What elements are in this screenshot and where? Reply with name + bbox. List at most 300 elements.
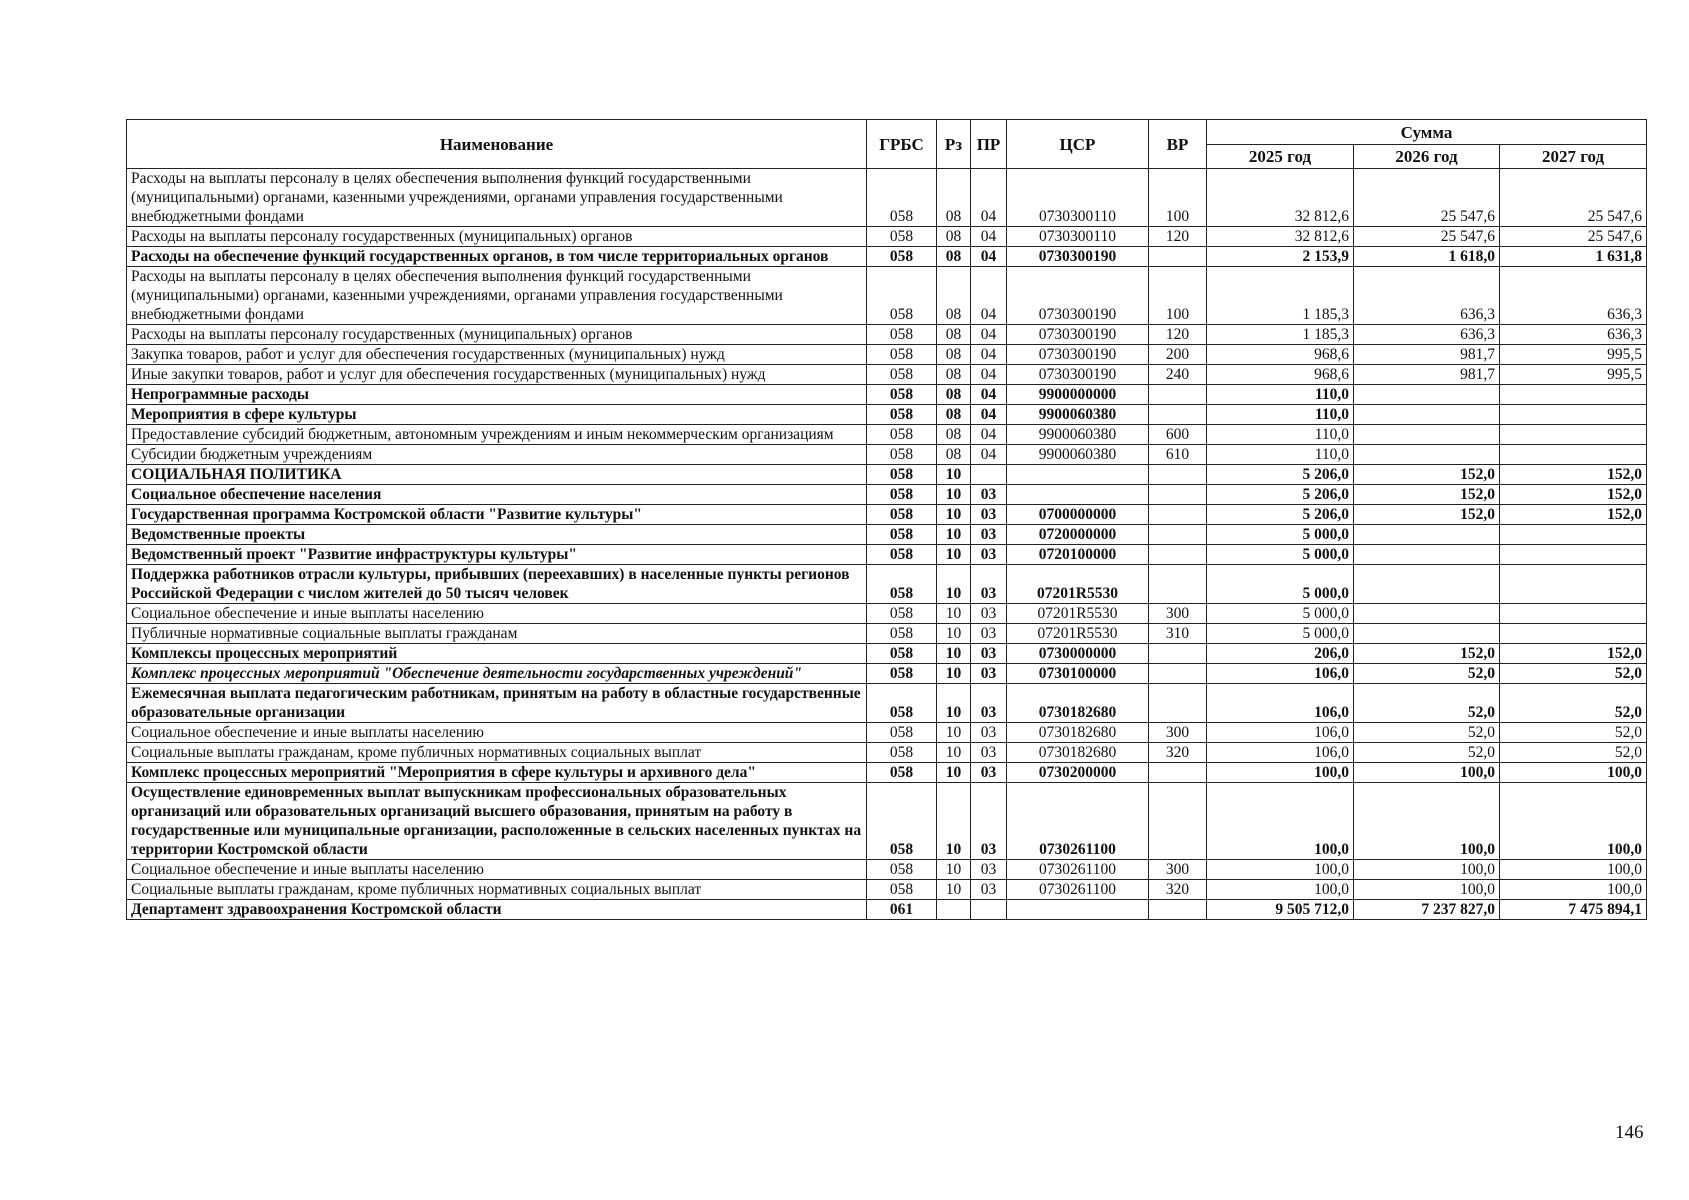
cell-grbs: 058 bbox=[867, 325, 937, 345]
cell-csr bbox=[1007, 465, 1149, 485]
cell-pr: 03 bbox=[971, 604, 1007, 624]
cell-name: Комплексы процессных мероприятий bbox=[127, 644, 867, 664]
header-vr: ВР bbox=[1149, 120, 1207, 169]
cell-sum-2026: 636,3 bbox=[1354, 267, 1500, 325]
header-csr: ЦСР bbox=[1007, 120, 1149, 169]
cell-pr: 04 bbox=[971, 169, 1007, 227]
cell-grbs: 058 bbox=[867, 445, 937, 465]
cell-sum-2025: 32 812,6 bbox=[1207, 169, 1354, 227]
cell-grbs: 058 bbox=[867, 267, 937, 325]
cell-grbs: 058 bbox=[867, 684, 937, 723]
table-row bbox=[127, 465, 1647, 485]
cell-rz: 10 bbox=[937, 624, 971, 644]
cell-grbs: 058 bbox=[867, 565, 937, 604]
cell-name: Расходы на выплаты персоналу в целях обеспечения выполнения функций государственными (муниципальными) органами, казенными учреждениями, органами управления государственными внебюджетными фондами bbox=[127, 267, 867, 325]
cell-pr bbox=[971, 900, 1007, 920]
cell-vr: 300 bbox=[1149, 860, 1207, 880]
cell-name: Расходы на выплаты персоналу государственных (муниципальных) органов bbox=[127, 325, 867, 345]
cell-grbs: 058 bbox=[867, 405, 937, 425]
header-2027: 2027 год bbox=[1500, 145, 1647, 169]
cell-sum-2026: 25 547,6 bbox=[1354, 227, 1500, 247]
header-sum: Сумма bbox=[1207, 120, 1647, 145]
cell-csr: 0730100000 bbox=[1007, 664, 1149, 684]
cell-csr: 9900060380 bbox=[1007, 425, 1149, 445]
cell-name: Мероприятия в сфере культуры bbox=[127, 405, 867, 425]
table-row bbox=[127, 723, 1647, 743]
cell-sum-2026 bbox=[1354, 604, 1500, 624]
cell-csr: 0730300190 bbox=[1007, 247, 1149, 267]
cell-name: Государственная программа Костромской области "Развитие культуры" bbox=[127, 505, 867, 525]
table-row bbox=[127, 425, 1647, 445]
cell-rz: 08 bbox=[937, 169, 971, 227]
cell-sum-2026 bbox=[1354, 425, 1500, 445]
cell-sum-2027: 25 547,6 bbox=[1500, 227, 1647, 247]
cell-pr: 04 bbox=[971, 425, 1007, 445]
cell-sum-2026: 100,0 bbox=[1354, 880, 1500, 900]
budget-table bbox=[126, 119, 1647, 920]
cell-csr: 0730300190 bbox=[1007, 267, 1149, 325]
cell-vr: 100 bbox=[1149, 267, 1207, 325]
cell-rz: 10 bbox=[937, 604, 971, 624]
cell-name: Ведомственный проект "Развитие инфраструктуры культуры" bbox=[127, 545, 867, 565]
cell-grbs: 058 bbox=[867, 624, 937, 644]
cell-rz: 10 bbox=[937, 763, 971, 783]
cell-rz: 10 bbox=[937, 485, 971, 505]
cell-sum-2027 bbox=[1500, 545, 1647, 565]
cell-rz: 10 bbox=[937, 880, 971, 900]
cell-name: Социальное обеспечение и иные выплаты населению bbox=[127, 860, 867, 880]
cell-sum-2027: 636,3 bbox=[1500, 267, 1647, 325]
cell-rz: 08 bbox=[937, 325, 971, 345]
table-row bbox=[127, 763, 1647, 783]
cell-rz: 10 bbox=[937, 545, 971, 565]
cell-sum-2025: 32 812,6 bbox=[1207, 227, 1354, 247]
cell-sum-2025: 206,0 bbox=[1207, 644, 1354, 664]
cell-rz: 10 bbox=[937, 723, 971, 743]
table-row bbox=[127, 405, 1647, 425]
cell-sum-2026 bbox=[1354, 385, 1500, 405]
cell-pr: 03 bbox=[971, 485, 1007, 505]
cell-sum-2025: 110,0 bbox=[1207, 405, 1354, 425]
cell-sum-2027 bbox=[1500, 565, 1647, 604]
cell-vr bbox=[1149, 545, 1207, 565]
cell-csr: 0730261100 bbox=[1007, 860, 1149, 880]
cell-sum-2027 bbox=[1500, 385, 1647, 405]
cell-sum-2027: 636,3 bbox=[1500, 325, 1647, 345]
cell-sum-2025: 5 000,0 bbox=[1207, 604, 1354, 624]
table-row bbox=[127, 325, 1647, 345]
cell-rz: 08 bbox=[937, 405, 971, 425]
cell-sum-2026 bbox=[1354, 545, 1500, 565]
cell-csr: 0730000000 bbox=[1007, 644, 1149, 664]
cell-csr: 0730261100 bbox=[1007, 783, 1149, 860]
table-row bbox=[127, 227, 1647, 247]
cell-sum-2026: 1 618,0 bbox=[1354, 247, 1500, 267]
table-row bbox=[127, 624, 1647, 644]
cell-sum-2027: 152,0 bbox=[1500, 644, 1647, 664]
cell-pr: 03 bbox=[971, 565, 1007, 604]
cell-sum-2026: 100,0 bbox=[1354, 783, 1500, 860]
cell-csr: 9900000000 bbox=[1007, 385, 1149, 405]
cell-sum-2027: 100,0 bbox=[1500, 783, 1647, 860]
cell-vr: 120 bbox=[1149, 325, 1207, 345]
cell-sum-2026 bbox=[1354, 565, 1500, 604]
cell-sum-2026: 100,0 bbox=[1354, 763, 1500, 783]
cell-name: Непрограммные расходы bbox=[127, 385, 867, 405]
cell-sum-2025: 968,6 bbox=[1207, 345, 1354, 365]
cell-sum-2027: 995,5 bbox=[1500, 365, 1647, 385]
cell-name: Социальное обеспечение и иные выплаты населению bbox=[127, 723, 867, 743]
cell-sum-2025: 5 000,0 bbox=[1207, 565, 1354, 604]
cell-grbs: 058 bbox=[867, 465, 937, 485]
cell-csr: 0730182680 bbox=[1007, 743, 1149, 763]
cell-pr: 04 bbox=[971, 405, 1007, 425]
cell-rz: 10 bbox=[937, 743, 971, 763]
cell-pr: 03 bbox=[971, 525, 1007, 545]
cell-sum-2026: 7 237 827,0 bbox=[1354, 900, 1500, 920]
cell-sum-2025: 968,6 bbox=[1207, 365, 1354, 385]
cell-pr: 03 bbox=[971, 763, 1007, 783]
table-row bbox=[127, 365, 1647, 385]
cell-vr: 600 bbox=[1149, 425, 1207, 445]
cell-grbs: 058 bbox=[867, 763, 937, 783]
cell-vr bbox=[1149, 900, 1207, 920]
cell-csr: 0730300190 bbox=[1007, 345, 1149, 365]
cell-name: Осуществление единовременных выплат выпускникам профессиональных образовательных организаций или образовательных организаций высшего образования, принятым на работу в государственные или муниципальные организации, расположенные в сельских населенных пунктах на территории Костромской области bbox=[127, 783, 867, 860]
cell-rz: 10 bbox=[937, 565, 971, 604]
cell-sum-2027 bbox=[1500, 624, 1647, 644]
table-row bbox=[127, 664, 1647, 684]
cell-name: Комплекс процессных мероприятий "Мероприятия в сфере культуры и архивного дела" bbox=[127, 763, 867, 783]
cell-name: Расходы на обеспечение функций государственных органов, в том числе территориальных органов bbox=[127, 247, 867, 267]
cell-sum-2025: 1 185,3 bbox=[1207, 325, 1354, 345]
cell-csr: 0730300190 bbox=[1007, 365, 1149, 385]
cell-sum-2026: 152,0 bbox=[1354, 485, 1500, 505]
cell-name: Субсидии бюджетным учреждениям bbox=[127, 445, 867, 465]
cell-pr: 04 bbox=[971, 325, 1007, 345]
cell-csr: 0730182680 bbox=[1007, 723, 1149, 743]
cell-sum-2027 bbox=[1500, 445, 1647, 465]
table-row bbox=[127, 684, 1647, 723]
cell-sum-2025: 100,0 bbox=[1207, 783, 1354, 860]
cell-csr: 07201R5530 bbox=[1007, 624, 1149, 644]
cell-sum-2025: 106,0 bbox=[1207, 664, 1354, 684]
table-row bbox=[127, 783, 1647, 860]
cell-pr: 03 bbox=[971, 664, 1007, 684]
page-number: 146 bbox=[1615, 1122, 1644, 1143]
cell-sum-2026 bbox=[1354, 525, 1500, 545]
cell-vr bbox=[1149, 565, 1207, 604]
cell-sum-2027: 152,0 bbox=[1500, 465, 1647, 485]
table-row bbox=[127, 743, 1647, 763]
cell-sum-2025: 5 206,0 bbox=[1207, 465, 1354, 485]
table-row bbox=[127, 505, 1647, 525]
cell-rz: 08 bbox=[937, 227, 971, 247]
cell-grbs: 058 bbox=[867, 247, 937, 267]
cell-grbs: 058 bbox=[867, 385, 937, 405]
cell-name: Расходы на выплаты персоналу в целях обеспечения выполнения функций государственными (муниципальными) органами, казенными учреждениями, органами управления государственными внебюджетными фондами bbox=[127, 169, 867, 227]
cell-rz: 08 bbox=[937, 445, 971, 465]
table-row bbox=[127, 604, 1647, 624]
cell-rz: 08 bbox=[937, 365, 971, 385]
cell-sum-2027: 995,5 bbox=[1500, 345, 1647, 365]
cell-grbs: 058 bbox=[867, 723, 937, 743]
cell-vr: 320 bbox=[1149, 880, 1207, 900]
cell-name: Департамент здравоохранения Костромской области bbox=[127, 900, 867, 920]
cell-sum-2025: 5 206,0 bbox=[1207, 505, 1354, 525]
cell-vr: 100 bbox=[1149, 169, 1207, 227]
cell-pr: 03 bbox=[971, 880, 1007, 900]
cell-pr: 04 bbox=[971, 345, 1007, 365]
cell-vr bbox=[1149, 465, 1207, 485]
cell-sum-2027: 7 475 894,1 bbox=[1500, 900, 1647, 920]
cell-vr bbox=[1149, 505, 1207, 525]
table-row bbox=[127, 247, 1647, 267]
cell-sum-2026: 152,0 bbox=[1354, 505, 1500, 525]
cell-name: Ведомственные проекты bbox=[127, 525, 867, 545]
cell-grbs: 058 bbox=[867, 860, 937, 880]
cell-sum-2025: 5 206,0 bbox=[1207, 485, 1354, 505]
table-row bbox=[127, 485, 1647, 505]
cell-sum-2027: 52,0 bbox=[1500, 664, 1647, 684]
header-rz: Рз bbox=[937, 120, 971, 169]
cell-sum-2026: 52,0 bbox=[1354, 684, 1500, 723]
cell-sum-2026: 100,0 bbox=[1354, 860, 1500, 880]
cell-sum-2027: 52,0 bbox=[1500, 684, 1647, 723]
cell-sum-2026 bbox=[1354, 405, 1500, 425]
cell-pr: 03 bbox=[971, 644, 1007, 664]
cell-sum-2026: 52,0 bbox=[1354, 723, 1500, 743]
cell-csr: 0730200000 bbox=[1007, 763, 1149, 783]
header-pr: ПР bbox=[971, 120, 1007, 169]
cell-name: Иные закупки товаров, работ и услуг для обеспечения государственных (муниципальных) нужд bbox=[127, 365, 867, 385]
cell-rz: 08 bbox=[937, 247, 971, 267]
cell-grbs: 058 bbox=[867, 743, 937, 763]
cell-rz: 10 bbox=[937, 505, 971, 525]
cell-grbs: 058 bbox=[867, 880, 937, 900]
cell-sum-2026: 981,7 bbox=[1354, 345, 1500, 365]
cell-name: Закупка товаров, работ и услуг для обеспечения государственных (муниципальных) нужд bbox=[127, 345, 867, 365]
cell-sum-2025: 5 000,0 bbox=[1207, 545, 1354, 565]
table-row bbox=[127, 445, 1647, 465]
cell-sum-2027 bbox=[1500, 525, 1647, 545]
cell-csr: 0730300110 bbox=[1007, 227, 1149, 247]
cell-pr: 03 bbox=[971, 545, 1007, 565]
cell-name: Социальное обеспечение населения bbox=[127, 485, 867, 505]
cell-grbs: 061 bbox=[867, 900, 937, 920]
cell-csr: 0720000000 bbox=[1007, 525, 1149, 545]
table-row bbox=[127, 169, 1647, 227]
cell-grbs: 058 bbox=[867, 345, 937, 365]
cell-vr bbox=[1149, 684, 1207, 723]
table-row bbox=[127, 545, 1647, 565]
cell-grbs: 058 bbox=[867, 485, 937, 505]
cell-sum-2025: 110,0 bbox=[1207, 445, 1354, 465]
cell-sum-2025: 106,0 bbox=[1207, 743, 1354, 763]
cell-sum-2025: 5 000,0 bbox=[1207, 624, 1354, 644]
cell-pr: 04 bbox=[971, 385, 1007, 405]
cell-rz: 10 bbox=[937, 783, 971, 860]
cell-rz: 10 bbox=[937, 465, 971, 485]
cell-csr: 9900060380 bbox=[1007, 445, 1149, 465]
cell-name: Предоставление субсидий бюджетным, автономным учреждениям и иным некоммерческим организациям bbox=[127, 425, 867, 445]
cell-sum-2027 bbox=[1500, 425, 1647, 445]
cell-vr bbox=[1149, 783, 1207, 860]
cell-sum-2025: 106,0 bbox=[1207, 684, 1354, 723]
cell-vr bbox=[1149, 763, 1207, 783]
cell-pr: 04 bbox=[971, 227, 1007, 247]
cell-csr: 0730261100 bbox=[1007, 880, 1149, 900]
cell-csr bbox=[1007, 485, 1149, 505]
cell-vr: 320 bbox=[1149, 743, 1207, 763]
cell-grbs: 058 bbox=[867, 365, 937, 385]
header-2025: 2025 год bbox=[1207, 145, 1354, 169]
cell-csr: 0730182680 bbox=[1007, 684, 1149, 723]
cell-pr: 03 bbox=[971, 860, 1007, 880]
table-row bbox=[127, 345, 1647, 365]
table-body bbox=[127, 169, 1647, 920]
cell-vr bbox=[1149, 644, 1207, 664]
cell-vr bbox=[1149, 485, 1207, 505]
cell-csr: 0720100000 bbox=[1007, 545, 1149, 565]
cell-vr bbox=[1149, 247, 1207, 267]
cell-grbs: 058 bbox=[867, 604, 937, 624]
cell-grbs: 058 bbox=[867, 644, 937, 664]
cell-sum-2027 bbox=[1500, 405, 1647, 425]
cell-csr: 07201R5530 bbox=[1007, 565, 1149, 604]
cell-vr: 120 bbox=[1149, 227, 1207, 247]
cell-sum-2027: 100,0 bbox=[1500, 880, 1647, 900]
cell-name: СОЦИАЛЬНАЯ ПОЛИТИКА bbox=[127, 465, 867, 485]
cell-sum-2025: 100,0 bbox=[1207, 763, 1354, 783]
cell-name: Поддержка работников отрасли культуры, прибывших (переехавших) в населенные пункты регионов Российской Федерации с числом жителей до 50 тысяч человек bbox=[127, 565, 867, 604]
cell-sum-2025: 2 153,9 bbox=[1207, 247, 1354, 267]
cell-sum-2026: 152,0 bbox=[1354, 644, 1500, 664]
cell-sum-2027: 52,0 bbox=[1500, 743, 1647, 763]
cell-rz: 10 bbox=[937, 684, 971, 723]
cell-sum-2025: 1 185,3 bbox=[1207, 267, 1354, 325]
cell-pr bbox=[971, 465, 1007, 485]
budget-sheet bbox=[126, 119, 1646, 920]
cell-pr: 04 bbox=[971, 445, 1007, 465]
cell-sum-2027: 25 547,6 bbox=[1500, 169, 1647, 227]
cell-sum-2025: 100,0 bbox=[1207, 880, 1354, 900]
cell-grbs: 058 bbox=[867, 525, 937, 545]
cell-name: Социальные выплаты гражданам, кроме публичных нормативных социальных выплат bbox=[127, 880, 867, 900]
table-row bbox=[127, 525, 1647, 545]
cell-pr: 04 bbox=[971, 267, 1007, 325]
cell-name: Социальное обеспечение и иные выплаты населению bbox=[127, 604, 867, 624]
cell-csr: 07201R5530 bbox=[1007, 604, 1149, 624]
cell-name: Социальные выплаты гражданам, кроме публичных нормативных социальных выплат bbox=[127, 743, 867, 763]
cell-grbs: 058 bbox=[867, 169, 937, 227]
cell-csr: 0730300190 bbox=[1007, 325, 1149, 345]
cell-grbs: 058 bbox=[867, 227, 937, 247]
cell-pr: 03 bbox=[971, 624, 1007, 644]
header-2026: 2026 год bbox=[1354, 145, 1500, 169]
table-row bbox=[127, 900, 1647, 920]
table-row bbox=[127, 267, 1647, 325]
cell-sum-2026: 25 547,6 bbox=[1354, 169, 1500, 227]
cell-vr: 240 bbox=[1149, 365, 1207, 385]
cell-vr bbox=[1149, 405, 1207, 425]
cell-grbs: 058 bbox=[867, 545, 937, 565]
header-grbs: ГРБС bbox=[867, 120, 937, 169]
header-name: Наименование bbox=[127, 120, 867, 169]
cell-rz: 08 bbox=[937, 345, 971, 365]
cell-csr bbox=[1007, 900, 1149, 920]
cell-sum-2027: 152,0 bbox=[1500, 505, 1647, 525]
cell-vr bbox=[1149, 525, 1207, 545]
cell-name: Комплекс процессных мероприятий "Обеспечение деятельности государственных учреждений" bbox=[127, 664, 867, 684]
cell-sum-2027: 1 631,8 bbox=[1500, 247, 1647, 267]
table-row bbox=[127, 644, 1647, 664]
cell-vr: 300 bbox=[1149, 723, 1207, 743]
cell-sum-2026: 636,3 bbox=[1354, 325, 1500, 345]
cell-vr bbox=[1149, 664, 1207, 684]
cell-rz: 10 bbox=[937, 525, 971, 545]
cell-sum-2027: 100,0 bbox=[1500, 860, 1647, 880]
cell-sum-2025: 100,0 bbox=[1207, 860, 1354, 880]
cell-vr: 300 bbox=[1149, 604, 1207, 624]
cell-sum-2027: 152,0 bbox=[1500, 485, 1647, 505]
cell-csr: 0730300110 bbox=[1007, 169, 1149, 227]
cell-sum-2025: 110,0 bbox=[1207, 425, 1354, 445]
cell-rz: 10 bbox=[937, 664, 971, 684]
cell-csr: 9900060380 bbox=[1007, 405, 1149, 425]
cell-sum-2026: 981,7 bbox=[1354, 365, 1500, 385]
cell-sum-2025: 106,0 bbox=[1207, 723, 1354, 743]
cell-rz: 08 bbox=[937, 425, 971, 445]
cell-name: Публичные нормативные социальные выплаты гражданам bbox=[127, 624, 867, 644]
cell-sum-2025: 9 505 712,0 bbox=[1207, 900, 1354, 920]
cell-rz: 10 bbox=[937, 644, 971, 664]
cell-sum-2027: 100,0 bbox=[1500, 763, 1647, 783]
cell-sum-2027: 52,0 bbox=[1500, 723, 1647, 743]
cell-sum-2026 bbox=[1354, 624, 1500, 644]
table-row bbox=[127, 565, 1647, 604]
cell-pr: 03 bbox=[971, 723, 1007, 743]
cell-pr: 03 bbox=[971, 684, 1007, 723]
cell-pr: 04 bbox=[971, 365, 1007, 385]
cell-sum-2026 bbox=[1354, 445, 1500, 465]
cell-sum-2025: 5 000,0 bbox=[1207, 525, 1354, 545]
cell-grbs: 058 bbox=[867, 505, 937, 525]
cell-sum-2027 bbox=[1500, 604, 1647, 624]
table-row bbox=[127, 880, 1647, 900]
cell-sum-2026: 52,0 bbox=[1354, 664, 1500, 684]
table-row bbox=[127, 385, 1647, 405]
cell-vr: 610 bbox=[1149, 445, 1207, 465]
cell-name: Расходы на выплаты персоналу государственных (муниципальных) органов bbox=[127, 227, 867, 247]
cell-rz: 10 bbox=[937, 860, 971, 880]
cell-sum-2026: 52,0 bbox=[1354, 743, 1500, 763]
cell-rz: 08 bbox=[937, 385, 971, 405]
cell-pr: 03 bbox=[971, 783, 1007, 860]
cell-sum-2025: 110,0 bbox=[1207, 385, 1354, 405]
cell-rz bbox=[937, 900, 971, 920]
cell-name: Ежемесячная выплата педагогическим работникам, принятым на работу в областные государственные образовательные организации bbox=[127, 684, 867, 723]
cell-vr bbox=[1149, 385, 1207, 405]
cell-rz: 08 bbox=[937, 267, 971, 325]
cell-pr: 03 bbox=[971, 743, 1007, 763]
cell-grbs: 058 bbox=[867, 664, 937, 684]
cell-pr: 03 bbox=[971, 505, 1007, 525]
cell-grbs: 058 bbox=[867, 425, 937, 445]
cell-csr: 0700000000 bbox=[1007, 505, 1149, 525]
cell-vr: 310 bbox=[1149, 624, 1207, 644]
cell-sum-2026: 152,0 bbox=[1354, 465, 1500, 485]
